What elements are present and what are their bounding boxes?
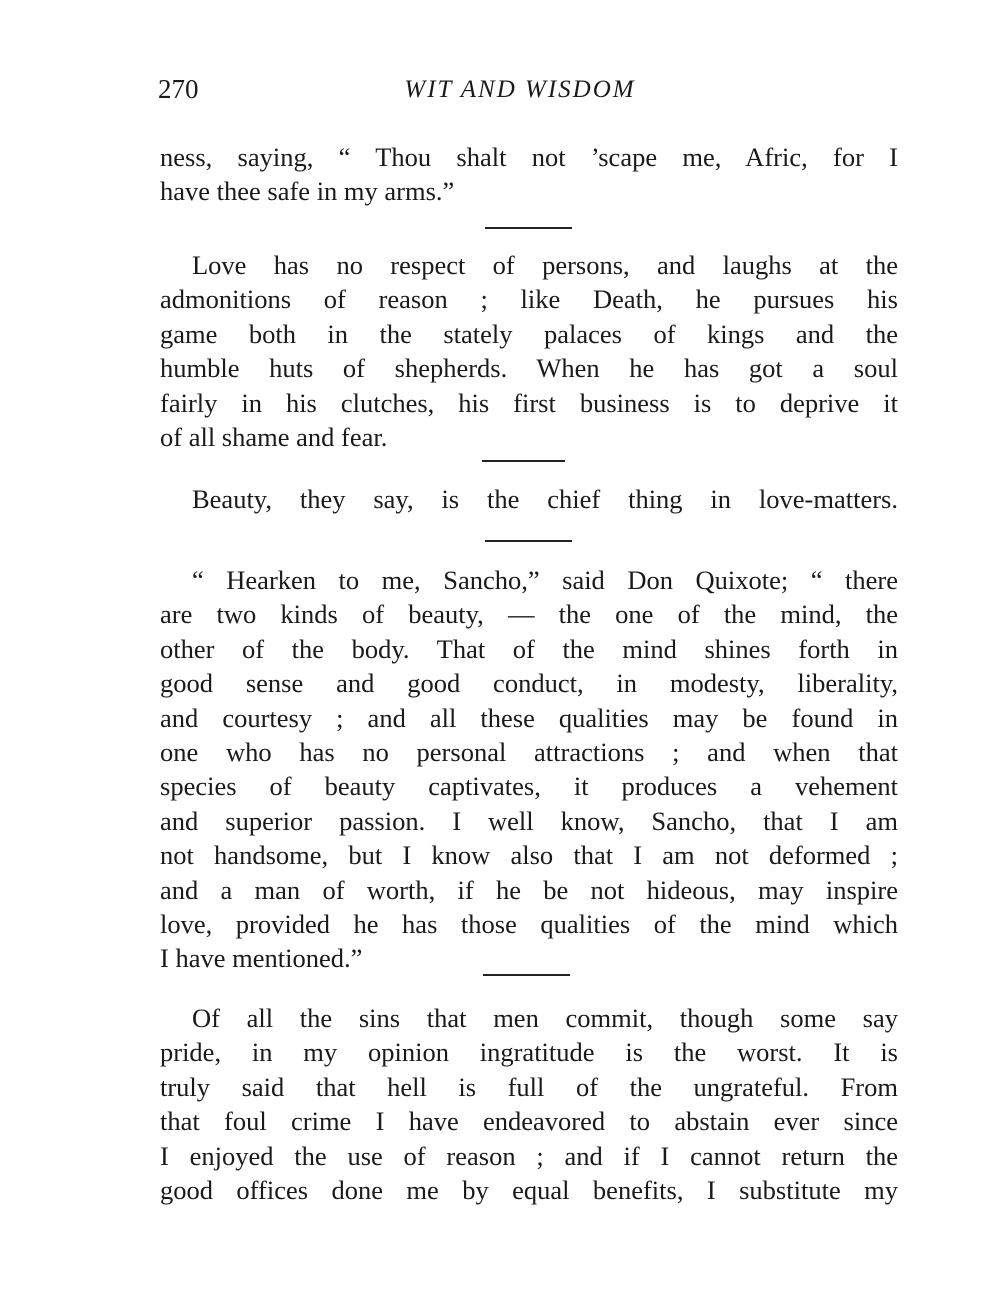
text-line: have thee safe in my arms.” (160, 176, 455, 207)
section-divider (485, 540, 572, 542)
text-line: and a man of worth, if he be not hideous, may inspire (160, 874, 898, 905)
text-line: that foul crime I have endeavored to abstain ever since (160, 1106, 898, 1137)
section-divider (485, 227, 572, 229)
text-line: species of beauty captivates, it produces a vehement (160, 771, 898, 802)
page-number: 270 (158, 74, 199, 104)
paragraph-5 (160, 1001, 898, 1207)
text-line: game both in the stately palaces of kings and the (160, 318, 898, 349)
paragraph-1 (160, 140, 898, 209)
paragraph-4 (160, 563, 898, 976)
text-line: one who has no personal attractions ; and when that (160, 736, 898, 767)
text-line: I enjoyed the use of reason ; and if I cannot return the (160, 1140, 898, 1171)
text-line: are two kinds of beauty, — the one of the mind, the (160, 599, 898, 630)
paragraph-3 (160, 482, 898, 516)
text-line: and courtesy ; and all these qualities may be found in (160, 702, 898, 733)
text-line: ness, saying, “ Thou shalt not ’scape me, Afric, for I (160, 142, 898, 172)
text-line: of all shame and fear. (160, 421, 388, 452)
text-line: “ Hearken to me, Sancho,” said Don Quixote; “ there (192, 565, 898, 595)
text-line: other of the body. That of the mind shines forth in (160, 633, 898, 664)
text-line: and superior passion. I well know, Sancho, that I am (160, 805, 898, 836)
text-line: pride, in my opinion ingratitude is the worst. It is (160, 1037, 898, 1068)
text-line: truly said that hell is full of the ungrateful. From (160, 1071, 898, 1102)
paragraph-2 (160, 248, 898, 454)
text-line: humble huts of shepherds. When he has got a soul (160, 353, 898, 384)
text-line: Beauty, they say, is the chief thing in love-matters. (192, 484, 898, 514)
text-line: good offices done me by equal benefits, I substitute my (160, 1174, 898, 1205)
text-line: good sense and good conduct, in modesty, liberality, (160, 668, 898, 699)
text-line: fairly in his clutches, his first business is to deprive it (160, 387, 898, 418)
section-divider (483, 974, 570, 976)
text-line: love, provided he has those qualities of the mind which (160, 908, 898, 939)
text-line: Love has no respect of persons, and laughs at the (192, 250, 898, 280)
text-line: Of all the sins that men commit, though some say (192, 1003, 898, 1033)
section-divider (482, 460, 565, 462)
text-line: I have mentioned.” (160, 943, 363, 974)
text-line: admonitions of reason ; like Death, he pursues his (160, 284, 898, 315)
text-line: not handsome, but I know also that I am not deformed ; (160, 840, 898, 871)
running-head: WIT AND WISDOM (404, 76, 636, 103)
